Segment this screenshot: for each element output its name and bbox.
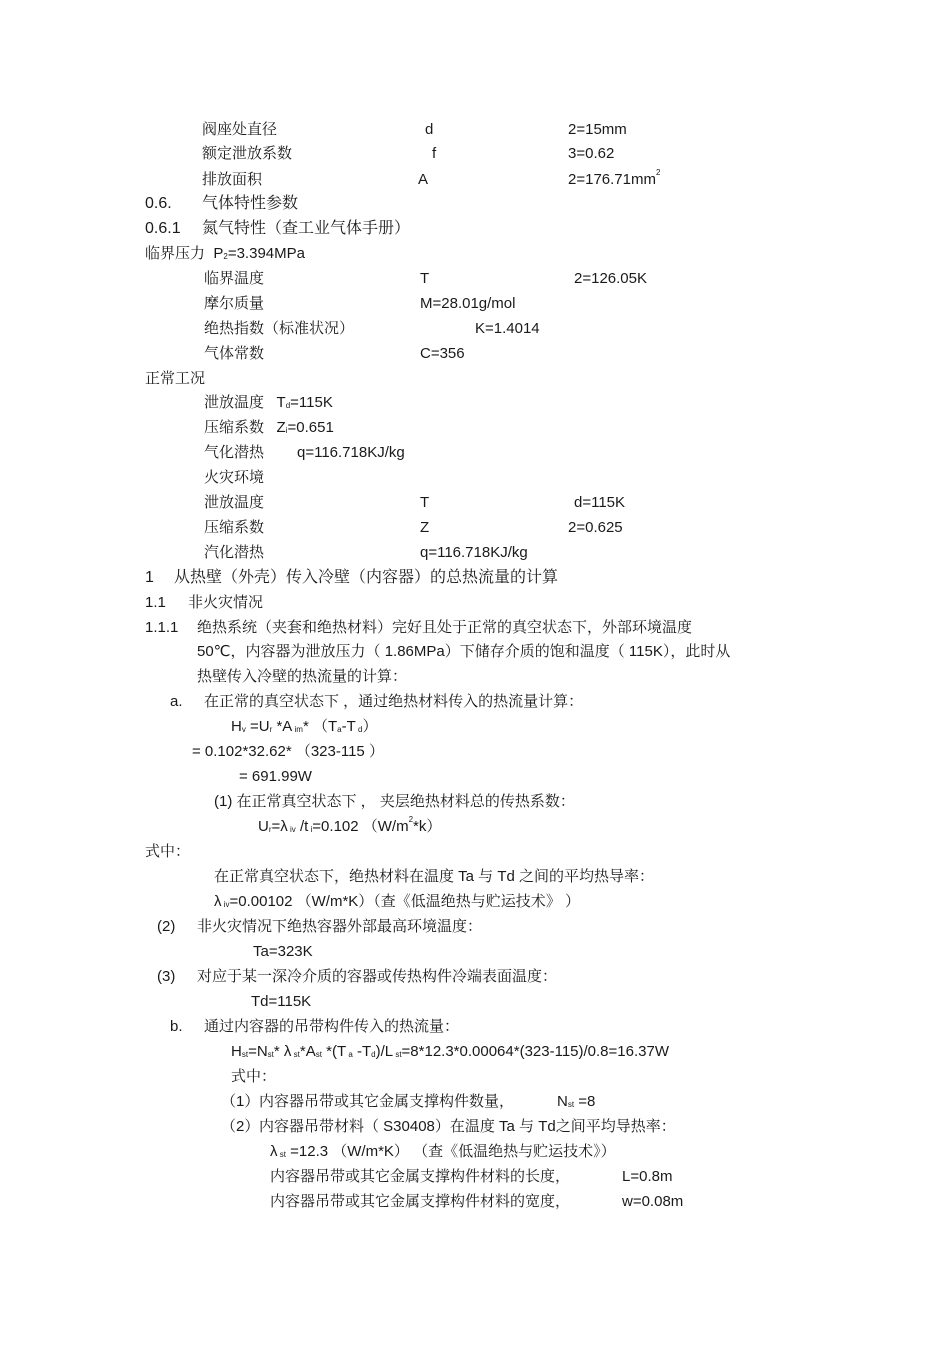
conductivity-value: λ $_{iv}$=0.00102 （W/m*K）（查《低温绝热与贮运技术》 ） — [214, 893, 580, 910]
formula-hv-result: = 691.99W — [239, 768, 312, 785]
strap-length-text: 内容器吊带或其它金属支撑构件材料的长度， — [270, 1168, 571, 1185]
fire-compressibility-symbol: Z — [420, 519, 430, 536]
fire-compressibility-value: 2=0.625 — [568, 519, 623, 536]
normal-relief-temp: 泄放温度 $T_d=115K$ — [204, 394, 333, 411]
molar-mass-label: 摩尔质量 — [204, 295, 265, 312]
seat-diameter-label: 阀座处直径 — [202, 121, 278, 138]
discharge-coefficient-symbol: f — [432, 145, 437, 162]
point-3-value: Td=115K — [251, 993, 312, 1010]
section-1-title: 从热壁（外壳）传入冷壁（内容器）的总热流量的计算 — [174, 569, 559, 586]
discharge-coefficient-label: 额定泄放系数 — [202, 145, 293, 162]
critical-temp-symbol: T — [420, 270, 430, 287]
strap-width-value: w=0.08m — [622, 1193, 684, 1210]
point-1-text: (1) 在正常真空状态下 ， 夹层绝热材料总的传热系数： — [214, 793, 575, 810]
discharge-area-value: $2=176.71mm^2$ — [568, 168, 661, 188]
point-3-number: (3) — [157, 968, 176, 985]
critical-temp-label: 临界温度 — [204, 270, 265, 287]
fire-compressibility-label: 压缩系数 — [204, 519, 265, 536]
seat-diameter-symbol: d — [425, 121, 434, 138]
section-1-1-1-number: 1.1.1 — [145, 619, 179, 636]
b-point-2-text: 内容器吊带材料（ S30408）在温度 Ta 与 Td之间平均导热率： — [259, 1118, 676, 1135]
section-0-6-1-title: 氮气特性（查工业气体手册） — [202, 220, 411, 237]
item-a-text: 在正常的真空状态下 ，通过绝热材料传入的热流量计算： — [204, 693, 584, 710]
adiabatic-index-value: K=1.4014 — [475, 320, 540, 337]
b-point-1-value: $N_{st} =8$ — [557, 1093, 596, 1110]
gas-constant-value: C=356 — [420, 345, 465, 362]
strap-width-text: 内容器吊带或其它金属支撑构件材料的宽度， — [270, 1193, 571, 1210]
item-b-marker: b. — [170, 1018, 183, 1035]
discharge-area-label: 排放面积 — [202, 171, 263, 188]
seat-diameter-value: 2=15mm — [568, 121, 627, 138]
section-0-6-1-number: 0.6.1 — [145, 220, 181, 237]
formula-hst: $H_{st}=N_{st}*$ λ $_{st}*A_{st}$ *(T $_a$ $-T_d)/L$ $_{st}$=8*12.3*0.00064*(323-115)/0.8=16.37W — [231, 1043, 669, 1060]
fire-relief-temp-value: d=115K — [574, 494, 626, 511]
adiabatic-index-label: 绝热指数（标准状况） — [204, 320, 355, 337]
b-point-1-number: （1） — [221, 1093, 260, 1110]
item-a-marker: a. — [170, 693, 183, 710]
normal-latent-heat-value: q=116.718KJ/kg — [297, 444, 405, 461]
b-point-2-number: （2） — [221, 1118, 260, 1135]
where-label-2: 式中： — [231, 1068, 277, 1085]
b-point-2-value: λ $_{st}$ =12.3 （W/m*K） （查《低温绝热与贮运技术》） — [270, 1143, 616, 1160]
fire-relief-temp-symbol: T — [420, 494, 430, 511]
gas-constant-label: 气体常数 — [204, 345, 265, 362]
where-label-1: 式中： — [145, 843, 191, 860]
section-1-1-1-line-1: 绝热系统（夹套和绝热材料）完好且处于正常的真空状态下，外部环境温度 — [197, 619, 693, 636]
molar-mass-value: M=28.01g/mol — [420, 295, 516, 312]
fire-condition-heading: 火灾环境 — [204, 469, 265, 486]
fire-latent-heat-label: 汽化潜热 — [204, 544, 265, 561]
formula-hv: $H_v =U_r$ *A $_{im}$* （$T_a-T$ $_d$） — [231, 718, 378, 735]
discharge-coefficient-value: 3=0.62 — [568, 145, 615, 162]
formula-hv-substitution: = 0.102*32.62* （323-115 ） — [192, 743, 384, 760]
item-b-text: 通过内容器的吊带构件传入的热流量： — [204, 1018, 460, 1035]
section-1-1-title: 非火灾情况 — [188, 594, 264, 611]
strap-length-value: L=0.8m — [622, 1168, 673, 1185]
section-0-6-title: 气体特性参数 — [202, 195, 299, 212]
critical-pressure: 临界压力 $P_2=3.394MPa$ — [145, 245, 305, 262]
fire-relief-temp-label: 泄放温度 — [204, 494, 265, 511]
discharge-area-symbol: A — [418, 171, 429, 188]
b-point-1-text: 内容器吊带或其它金属支撑构件数量， — [259, 1093, 515, 1110]
section-1-1-number: 1.1 — [145, 594, 166, 611]
normal-condition-heading: 正常工况 — [145, 370, 206, 387]
conductivity-text: 在正常真空状态下，绝热材料在温度 Ta 与 Td 之间的平均热导率： — [214, 868, 655, 885]
section-1-number: 1 — [145, 569, 154, 586]
formula-ur: $U_r=\lambda$ $_{iv}$ /t $_i$=0.102 $(W/m^2*k)$ — [258, 815, 442, 835]
fire-latent-heat-value: q=116.718KJ/kg — [420, 544, 528, 561]
point-2-number: (2) — [157, 918, 176, 935]
point-2-value: Ta=323K — [253, 943, 313, 960]
section-1-1-1-line-2: 50℃，内容器为泄放压力（ 1.86MPa）下储存介质的饱和温度（ 115K），此时从 — [197, 643, 731, 660]
section-1-1-1-line-3: 热壁传入冷壁的热流量的计算： — [197, 668, 408, 685]
critical-temp-value: 2=126.05K — [574, 270, 647, 287]
normal-compressibility: 压缩系数 $Z_i=0.651$ — [204, 419, 334, 436]
normal-latent-heat-label: 气化潜热 — [204, 444, 265, 461]
point-3-text: 对应于某一深冷介质的容器或传热构件冷端表面温度： — [197, 968, 558, 985]
point-2-text: 非火灾情况下绝热容器外部最高环境温度： — [197, 918, 483, 935]
section-0-6-number: 0.6. — [145, 195, 172, 212]
